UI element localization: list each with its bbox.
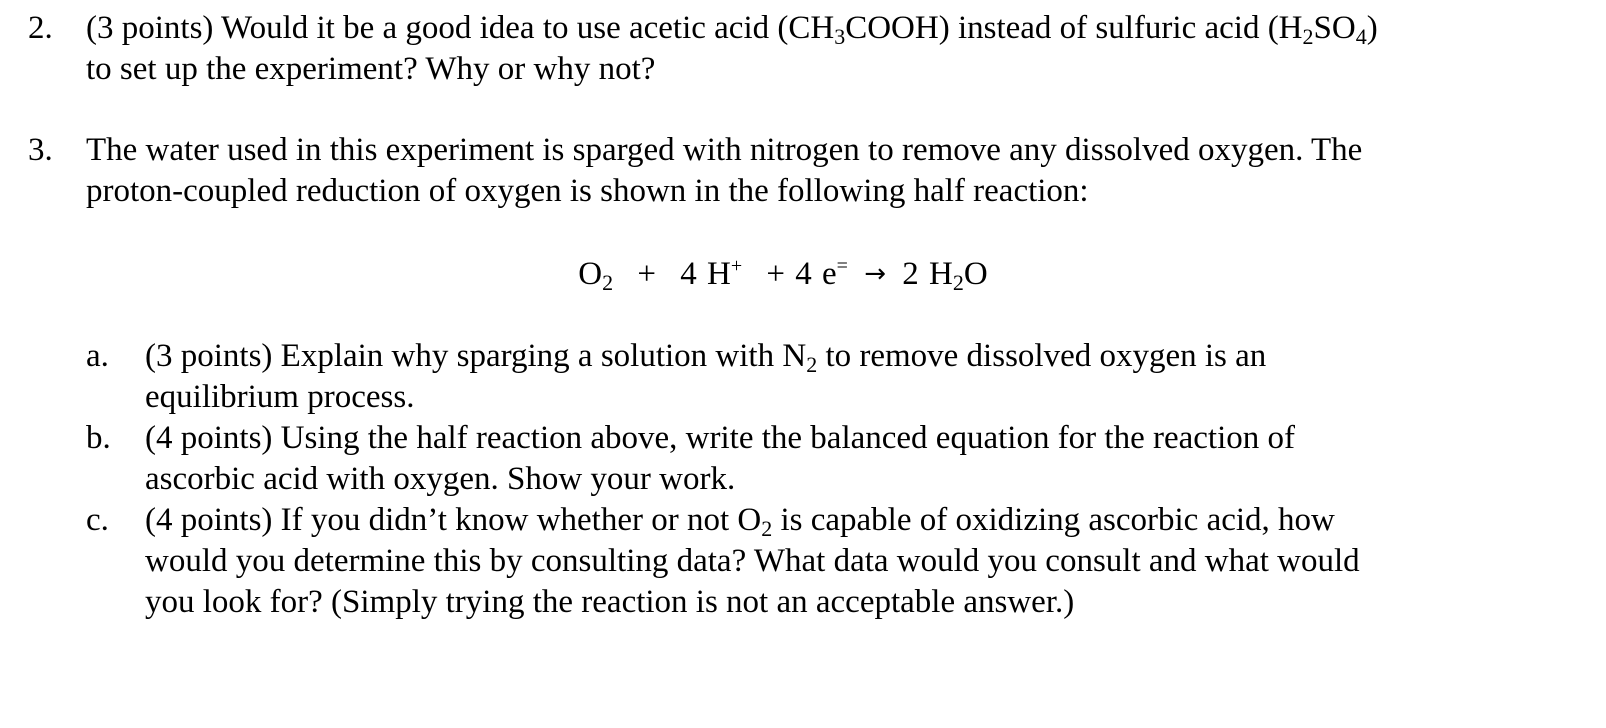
part-b-line-2: ascorbic acid with oxygen. Show your work. — [145, 461, 736, 497]
part-c-line-2: would you determine this by consulting data? What data would you consult and what would — [145, 543, 1360, 579]
part-a-line-1: (3 points) Explain why sparging a solution with $N_2$ to remove dissolved oxygen is an — [145, 338, 1267, 377]
water-term: 2 $H_2O$ — [902, 256, 988, 295]
reaction-arrow-icon: → — [864, 259, 886, 289]
proton-term: 4 H+ — [680, 255, 743, 292]
question-2-number: 2. — [28, 10, 53, 46]
part-a-text — [145, 336, 1586, 418]
question-2-text — [86, 8, 1576, 90]
part-c-line-3: you look for? (Simply trying the reaction is not an acceptable answer.) — [145, 584, 1075, 620]
question-2-line-1: (3 points) Would it be a good idea to use acetic acid $(CH_3COOH)$ instead of sulfuric acid $(H_2SO_4)$ — [86, 10, 1378, 49]
part-b-line-1: (4 points) Using the half reaction above, write the balanced equation for the reaction of — [145, 420, 1295, 456]
question-3-line-2: proton-coupled reduction of oxygen is shown in the following half reaction: — [86, 173, 1089, 209]
part-b-letter: b. — [86, 420, 111, 456]
plus-sign-1: + — [637, 256, 657, 292]
part-a-line-2: equilibrium process. — [145, 379, 415, 415]
part-c-letter: c. — [86, 502, 109, 538]
question-3-part-b — [86, 418, 1586, 500]
question-2 — [28, 8, 1588, 90]
plus-sign-2: + — [766, 256, 786, 292]
question-3-text — [86, 130, 1576, 212]
part-c-line-1: (4 points) If you didn’t know whether or not $O_2$ is capable of oxidizing ascorbic acid, how — [145, 502, 1335, 541]
part-c-text — [145, 500, 1586, 623]
question-3-part-a — [86, 336, 1586, 418]
question-3-part-c — [86, 500, 1586, 623]
part-a-letter: a. — [86, 338, 109, 374]
part-b-text — [145, 418, 1586, 500]
half-reaction-equation — [0, 254, 1606, 297]
question-3-line-1: The water used in this experiment is sparged with nitrogen to remove any dissolved oxygen. The — [86, 132, 1363, 168]
electron-term: 4 e= — [795, 255, 848, 292]
oxygen-term: $O_2$ — [578, 256, 614, 295]
question-2-line-2: to set up the experiment? Why or why not? — [86, 51, 656, 87]
question-3 — [28, 130, 1588, 212]
question-3-number: 3. — [28, 132, 53, 168]
